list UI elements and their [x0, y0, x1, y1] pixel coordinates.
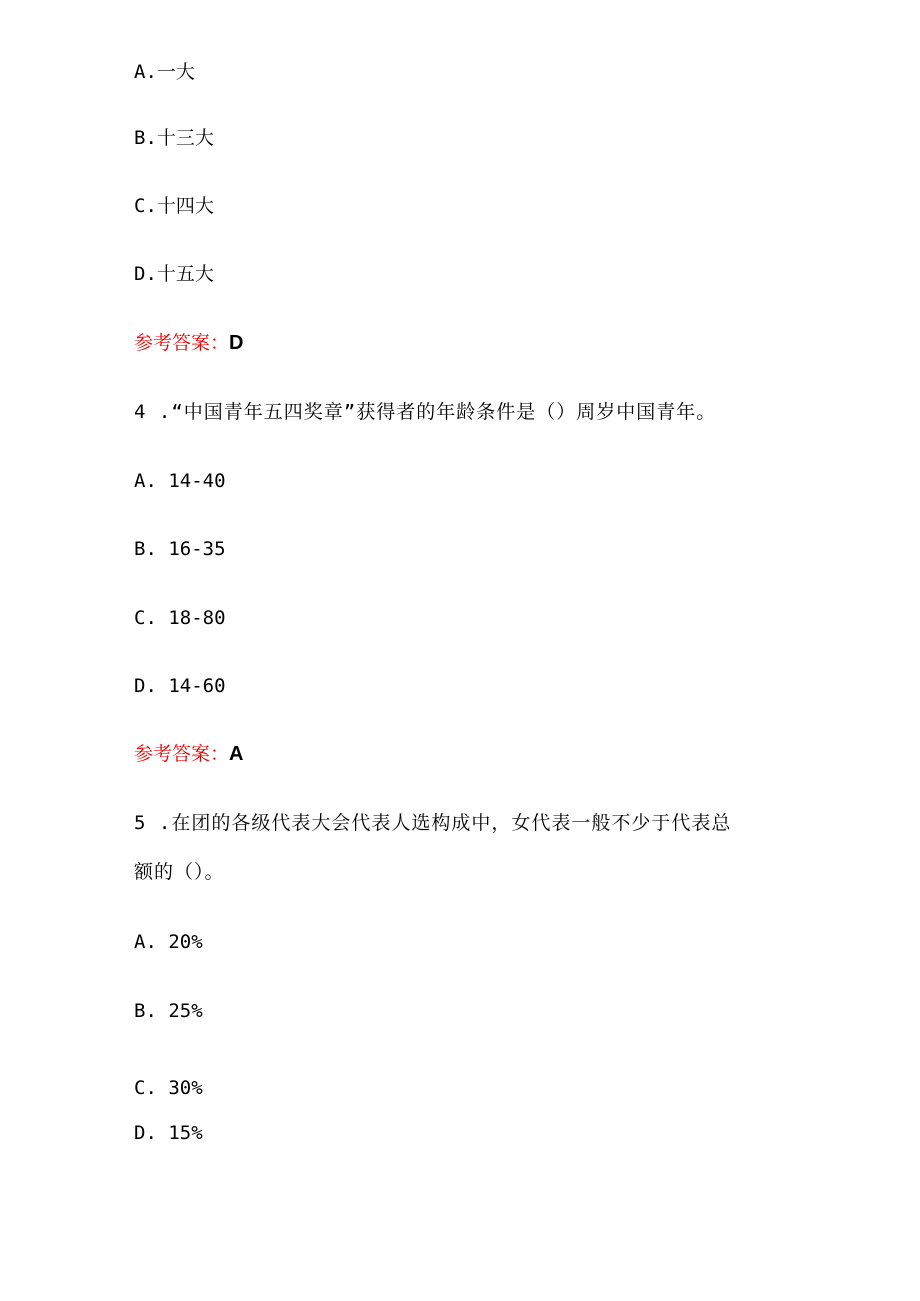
- q4-answer: [134, 742, 243, 766]
- q4-option-a: A. 14-40: [134, 470, 226, 492]
- q4-option-c: C. 18-80: [134, 607, 226, 629]
- q3-answer-value: D: [229, 332, 244, 354]
- q3-option-a: A.一大: [134, 61, 195, 83]
- q5-question-line2: 额的（）。: [134, 861, 225, 883]
- q5-option-c: C. 30%: [134, 1077, 203, 1099]
- q3-answer-label: 参考答案：: [134, 332, 230, 354]
- q4-option-d: D. 14-60: [134, 675, 226, 697]
- q3-option-b: B.十三大: [134, 127, 214, 149]
- q3-answer: [134, 331, 243, 355]
- q4-option-b: B. 16-35: [134, 538, 226, 560]
- q3-option-d: D.十五大: [134, 263, 214, 285]
- q5-option-d: D. 15%: [134, 1122, 203, 1144]
- q3-option-c: C.十四大: [134, 195, 214, 217]
- q4-answer-value: A: [229, 743, 244, 765]
- q4-answer-label: 参考答案：: [134, 743, 230, 765]
- q5-option-b: B. 25%: [134, 1000, 203, 1022]
- q5-option-a: A. 20%: [134, 931, 203, 953]
- q4-question: 4 .“中国青年五四奖章”获得者的年龄条件是（）周岁中国青年。: [134, 401, 717, 423]
- q5-question-line1: 5 .在团的各级代表大会代表人选构成中，女代表一般不少于代表总: [134, 812, 732, 834]
